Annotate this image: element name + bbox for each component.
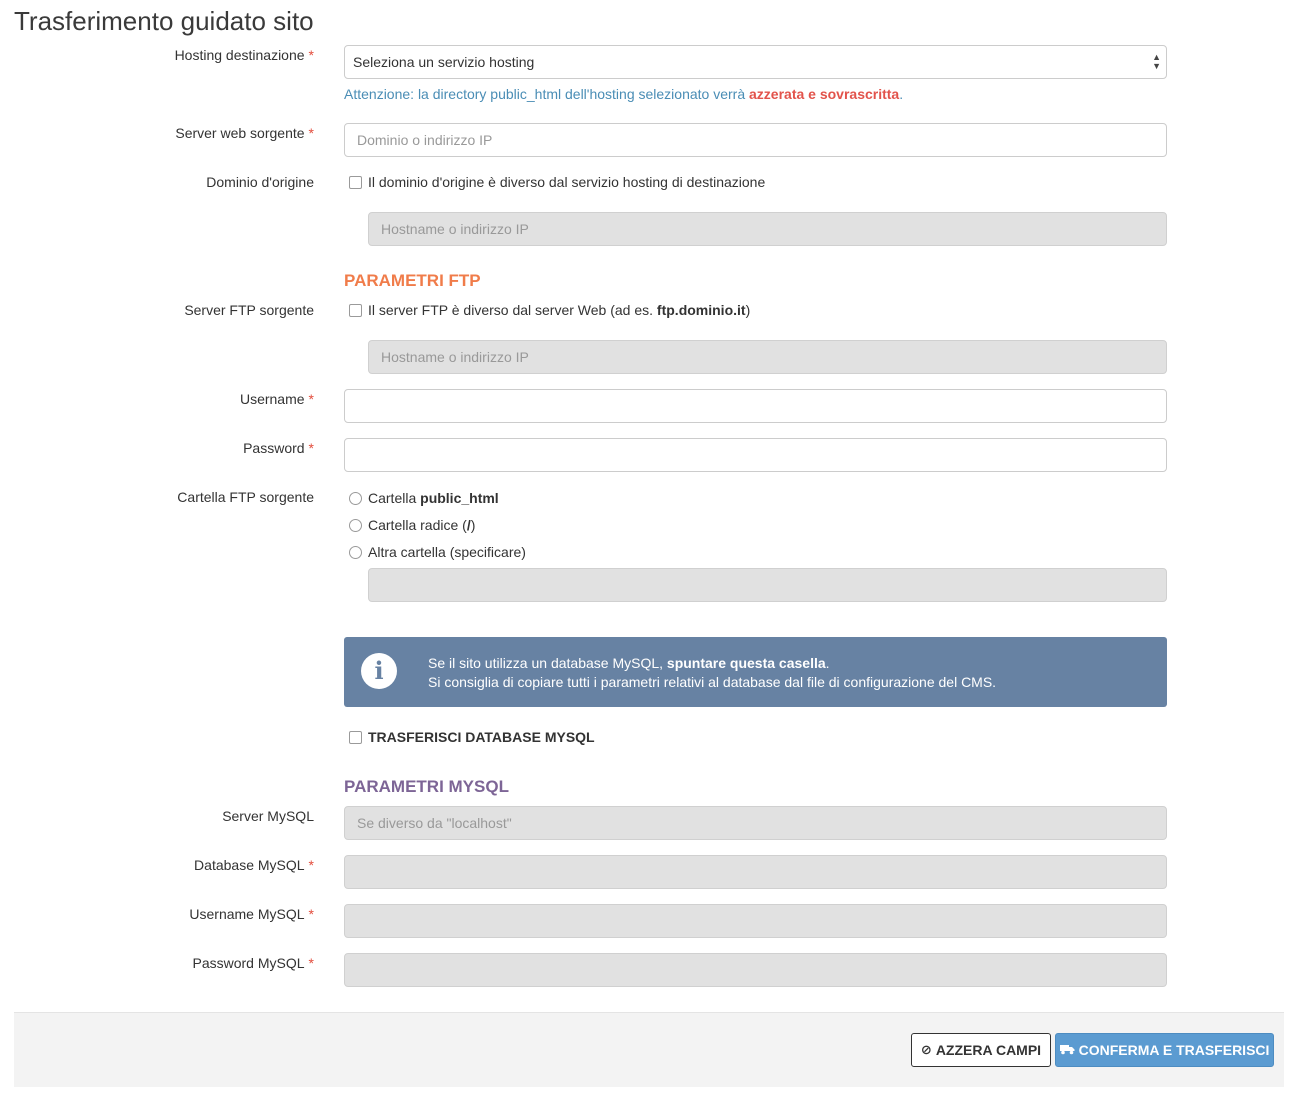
- mysql-transfer-label: TRASFERISCI DATABASE MYSQL: [368, 729, 595, 745]
- reset-button[interactable]: ⊘ AZZERA CAMPI: [911, 1033, 1051, 1067]
- ftp-folder-label: Cartella FTP sorgente: [177, 489, 314, 505]
- mysql-password-input[interactable]: [344, 953, 1167, 987]
- required-mark: *: [308, 47, 314, 63]
- web-server-label: Server web sorgente *: [175, 125, 314, 141]
- required-mark: *: [308, 906, 314, 922]
- radio-other[interactable]: [349, 546, 362, 559]
- required-mark: *: [308, 955, 314, 971]
- hosting-label: Hosting destinazione *: [174, 47, 314, 63]
- mysql-server-input[interactable]: [344, 806, 1167, 840]
- ftp-password-input[interactable]: [344, 438, 1167, 472]
- origin-domain-checkbox-row[interactable]: [349, 174, 765, 190]
- info-line-2: Si consiglia di copiare tutti i parametri relativi al database dal file di configurazione del CMS.: [428, 674, 997, 690]
- mysql-server-label: Server MySQL: [222, 808, 314, 824]
- mysql-database-input[interactable]: [344, 855, 1167, 889]
- confirm-transfer-button[interactable]: CONFERMA E TRASFERISCI: [1055, 1033, 1274, 1067]
- required-mark: *: [308, 440, 314, 456]
- mysql-transfer-checkbox[interactable]: [349, 731, 362, 744]
- select-arrows-icon: ▲ ▼: [1152, 52, 1161, 71]
- ban-icon: ⊘: [920, 1042, 932, 1057]
- radio-root[interactable]: [349, 519, 362, 532]
- ftp-server-checkbox-label: Il server FTP è diverso dal server Web (ad es. ftp.dominio.it): [368, 302, 751, 318]
- origin-domain-label: Dominio d'origine: [206, 174, 314, 190]
- info-icon: i: [361, 653, 397, 689]
- folder-option-other[interactable]: Altra cartella (specificare): [349, 544, 526, 560]
- ftp-server-checkbox[interactable]: [349, 304, 362, 317]
- hosting-warning-note: Attenzione: la directory public_html dell'hosting selezionato verrà azzerata e sovrascritta.: [344, 86, 904, 102]
- mysql-database-label: Database MySQL *: [194, 857, 314, 873]
- mysql-username-input[interactable]: [344, 904, 1167, 938]
- origin-domain-checkbox[interactable]: [349, 176, 362, 189]
- folder-option-root[interactable]: Cartella radice (/): [349, 517, 475, 533]
- origin-domain-input[interactable]: [368, 212, 1167, 246]
- hosting-select[interactable]: [344, 45, 1167, 79]
- ftp-server-input[interactable]: [368, 340, 1167, 374]
- truck-icon: [1060, 1043, 1075, 1058]
- page-title: Trasferimento guidato sito: [14, 6, 314, 36]
- ftp-custom-folder-input[interactable]: [368, 568, 1167, 602]
- ftp-password-label: Password *: [243, 440, 314, 456]
- ftp-section-title: PARAMETRI FTP: [344, 271, 481, 290]
- mysql-password-label: Password MySQL *: [192, 955, 314, 971]
- radio-public-html[interactable]: [349, 492, 362, 505]
- ftp-server-checkbox-row[interactable]: [349, 302, 750, 318]
- ftp-username-input[interactable]: [344, 389, 1167, 423]
- hosting-select-value: Seleziona un servizio hosting: [353, 54, 535, 70]
- required-mark: *: [308, 391, 314, 407]
- info-line-1: Se il sito utilizza un database MySQL, spuntare questa casella.: [428, 655, 830, 671]
- ftp-server-label: Server FTP sorgente: [184, 302, 314, 318]
- required-mark: *: [308, 125, 314, 141]
- ftp-username-label: Username *: [239, 391, 314, 407]
- mysql-info-box: [344, 637, 1167, 707]
- required-mark: *: [308, 857, 314, 873]
- mysql-section-title: PARAMETRI MYSQL: [344, 777, 509, 796]
- origin-domain-checkbox-label: Il dominio d'origine è diverso dal servizio hosting di destinazione: [368, 174, 766, 190]
- folder-option-public-html[interactable]: Cartella public_html: [349, 490, 499, 506]
- mysql-username-label: Username MySQL *: [189, 906, 314, 922]
- web-server-input[interactable]: [344, 123, 1167, 157]
- mysql-transfer-checkbox-row[interactable]: [349, 729, 595, 745]
